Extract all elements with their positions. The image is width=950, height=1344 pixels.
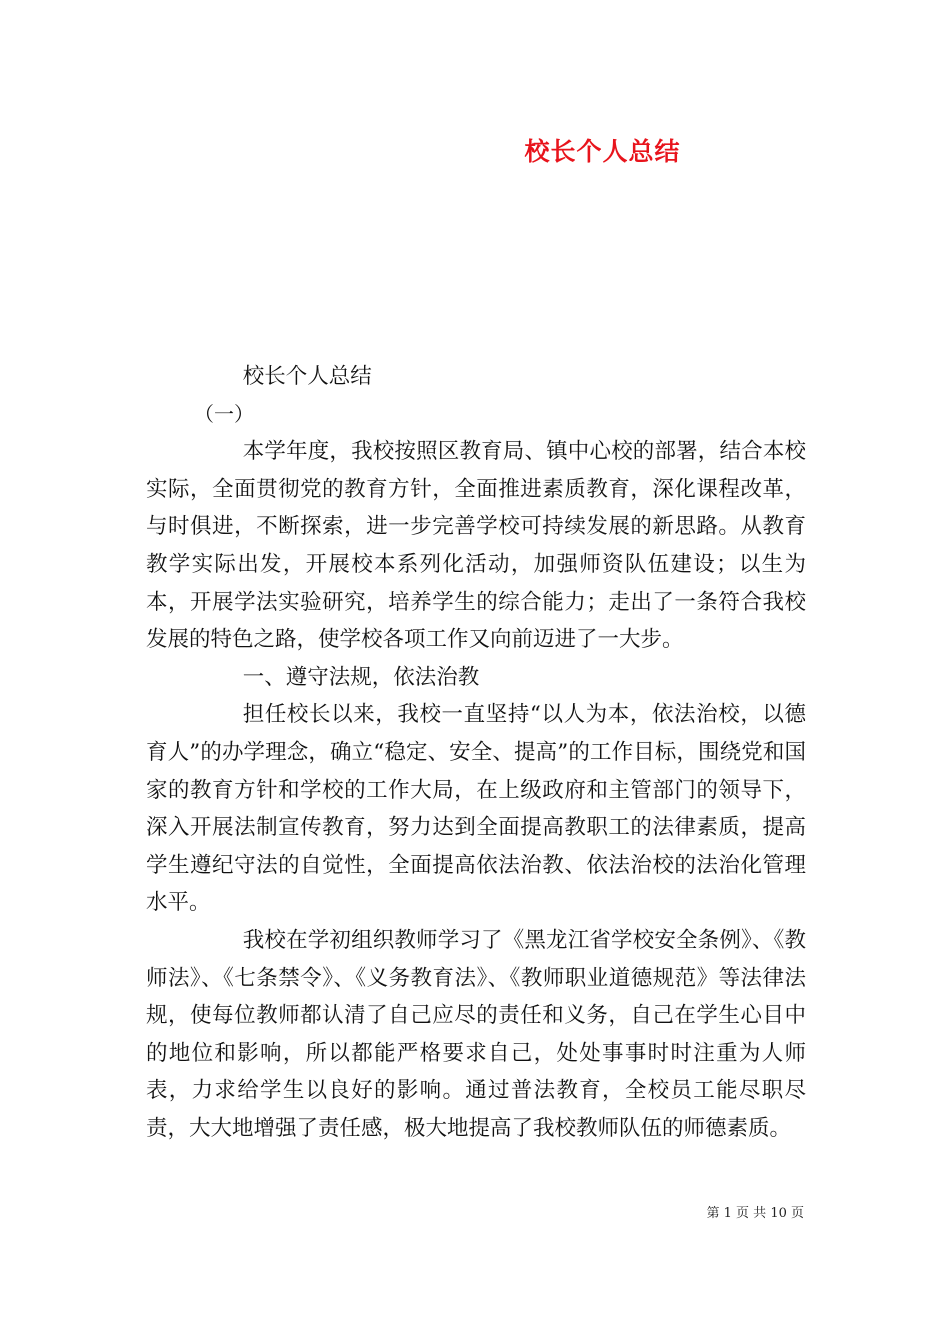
section-heading: 一、遵守法规，依法治教 bbox=[242, 664, 480, 690]
paragraph: 担任校长以来，我校一直坚持“以人为本，依法治校，以德育人”的办学理念，确立“稳定、安全、提高”的工作目标，围绕党和国家的教育方针和学校的工作大局，在上级政府和主管部门的领导下，深入开展法制宣传教育，努力达到全面提高教职工的法律素质，提高学生遵纪守法的自觉性，全面提高依法治教、依法治校的法治化管理水平。 bbox=[146, 702, 806, 916]
document-title: 校长个人总结 bbox=[524, 137, 681, 166]
paragraph: 我校在学初组织教师学习了《黑龙江省学校安全条例》、《教师法》、《七条禁令》、《义务教育法》、《教师职业道德规范》等法律法规，使每位教师都认清了自己应尽的责任和义务，自己在学生心目中的地位和影响，所以都能严格要求自己，处处事事时时注重为人师表，力求给学生以良好的影响。通过普法教育，全校员工能尽职尽责，大大地增强了责任感，极大地提高了我校教师队伍的师德素质。 bbox=[146, 927, 806, 1141]
document-body bbox=[146, 358, 806, 1147]
part-label: （一） bbox=[194, 401, 254, 426]
doc-heading: 校长个人总结 bbox=[242, 364, 372, 389]
paragraph: 本学年度，我校按照区教育局、镇中心校的部署，结合本校实际，全面贯彻党的教育方针，全面推进素质教育，深化课程改革，与时俱进，不断探索，进一步完善学校可持续发展的新思路。从教育教学实际出发，开展校本系列化活动，加强师资队伍建设；以生为本，开展学法实验研究，培养学生的综合能力；走出了一条符合我校发展的特色之路，使学校各项工作又向前迈进了一大步。 bbox=[146, 439, 806, 653]
page-number: 第 1 页 共 10 页 bbox=[706, 1206, 804, 1221]
